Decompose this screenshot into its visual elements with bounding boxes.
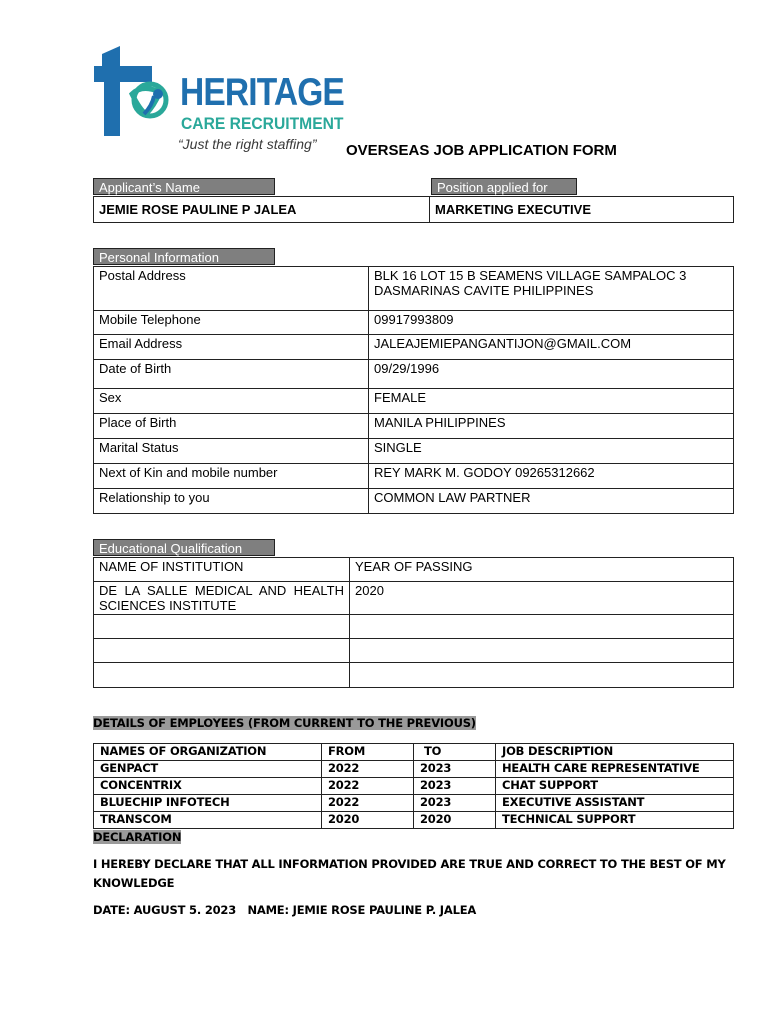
personal-info-value: 09917993809 — [369, 311, 734, 335]
employment-to: 2023 — [414, 795, 496, 812]
employment-label: DETAILS OF EMPLOYEES (FROM CURRENT TO THE PREVIOUS) — [93, 716, 476, 730]
personal-info-field: Marital Status — [94, 439, 369, 464]
employment-description: HEALTH CARE REPRESENTATIVE — [496, 761, 734, 778]
education-institution: DE LA SALLE MEDICAL AND HEALTH SCIENCES INSTITUTE — [94, 582, 350, 615]
employment-header-description: JOB DESCRIPTION — [496, 744, 734, 761]
personal-info-table — [93, 266, 734, 514]
education-row — [94, 663, 734, 688]
education-row — [94, 639, 734, 663]
employment-organization: TRANSCOM — [94, 812, 322, 829]
personal-info-value: JALEAJEMIEPANGANTIJON@GMAIL.COM — [369, 335, 734, 360]
personal-info-value: 09/29/1996 — [369, 360, 734, 389]
employment-description: EXECUTIVE ASSISTANT — [496, 795, 734, 812]
personal-info-value: FEMALE — [369, 389, 734, 414]
employment-row — [94, 761, 734, 778]
brand-subtitle: CARE RECRUITMENT — [181, 114, 344, 133]
personal-info-row — [94, 360, 734, 389]
personal-info-value: REY MARK M. GODOY 09265312662 — [369, 464, 734, 489]
declaration-label: DECLARATION — [93, 830, 182, 844]
employment-from: 2022 — [322, 761, 414, 778]
personal-info-field: Date of Birth — [94, 360, 369, 389]
personal-info-row — [94, 414, 734, 439]
employment-from: 2022 — [322, 795, 414, 812]
education-year — [350, 615, 734, 639]
employment-from: 2020 — [322, 812, 414, 829]
employment-from: 2022 — [322, 778, 414, 795]
employment-row — [94, 795, 734, 812]
employment-row — [94, 812, 734, 829]
education-label: Educational Qualification — [93, 539, 275, 556]
education-institution — [94, 639, 350, 663]
personal-info-row — [94, 464, 734, 489]
personal-info-value: COMMON LAW PARTNER — [369, 489, 734, 514]
form-title: OVERSEAS JOB APPLICATION FORM — [346, 142, 617, 159]
employment-header-organization: NAMES OF ORGANIZATION — [94, 744, 322, 761]
employment-row — [94, 778, 734, 795]
brand-name: HERITAGE — [180, 71, 344, 114]
personal-info-value: MANILA PHILIPPINES — [369, 414, 734, 439]
education-header-year: YEAR OF PASSING — [350, 558, 734, 582]
personal-info-field: Place of Birth — [94, 414, 369, 439]
declaration-text-line2: KNOWLEDGE — [93, 876, 175, 890]
education-row — [94, 615, 734, 639]
personal-info-field: Mobile Telephone — [94, 311, 369, 335]
personal-info-field: Sex — [94, 389, 369, 414]
education-institution — [94, 615, 350, 639]
personal-info-row — [94, 311, 734, 335]
personal-info-field: Relationship to you — [94, 489, 369, 514]
education-year — [350, 663, 734, 688]
employment-description: CHAT SUPPORT — [496, 778, 734, 795]
employment-organization: CONCENTRIX — [94, 778, 322, 795]
personal-info-row — [94, 489, 734, 514]
education-year — [350, 639, 734, 663]
declaration-date-name: DATE: AUGUST 5. 2023 NAME: JEMIE ROSE PAULINE P. JALEA — [93, 903, 477, 917]
personal-info-row — [94, 335, 734, 360]
personal-info-row — [94, 439, 734, 464]
employment-description: TECHNICAL SUPPORT — [496, 812, 734, 829]
personal-info-row — [94, 267, 734, 311]
personal-info-value: SINGLE — [369, 439, 734, 464]
personal-info-label: Personal Information — [93, 248, 275, 265]
applicant-name-value: JEMIE ROSE PAULINE P JALEA — [94, 197, 430, 223]
personal-info-field: Email Address — [94, 335, 369, 360]
education-row — [94, 582, 734, 615]
brand-tagline: “Just the right staffing” — [178, 136, 317, 152]
employment-header-from: FROM — [322, 744, 414, 761]
education-header-institution: NAME OF INSTITUTION — [94, 558, 350, 582]
employment-to: 2023 — [414, 778, 496, 795]
education-year: 2020 — [350, 582, 734, 615]
employment-header-to: TO — [414, 744, 496, 761]
declaration-text-line1: I HEREBY DECLARE THAT ALL INFORMATION PROVIDED ARE TRUE AND CORRECT TO THE BEST OF MY — [93, 857, 726, 871]
employment-organization: BLUECHIP INFOTECH — [94, 795, 322, 812]
personal-info-value: BLK 16 LOT 15 B SEAMENS VILLAGE SAMPALOC 3 DASMARINAS CAVITE PHILIPPINES — [369, 267, 734, 311]
employment-organization: GENPACT — [94, 761, 322, 778]
employment-table — [93, 743, 734, 829]
position-value: MARKETING EXECUTIVE — [430, 197, 734, 223]
education-institution — [94, 663, 350, 688]
employment-to: 2020 — [414, 812, 496, 829]
position-label: Position applied for — [431, 178, 577, 195]
applicant-table — [93, 196, 734, 223]
personal-info-field: Postal Address — [94, 267, 369, 311]
employment-to: 2023 — [414, 761, 496, 778]
applicant-name-label: Applicant’s Name — [93, 178, 275, 195]
heritage-cross-icon — [92, 44, 182, 144]
personal-info-field: Next of Kin and mobile number — [94, 464, 369, 489]
education-table — [93, 557, 734, 688]
personal-info-row — [94, 389, 734, 414]
